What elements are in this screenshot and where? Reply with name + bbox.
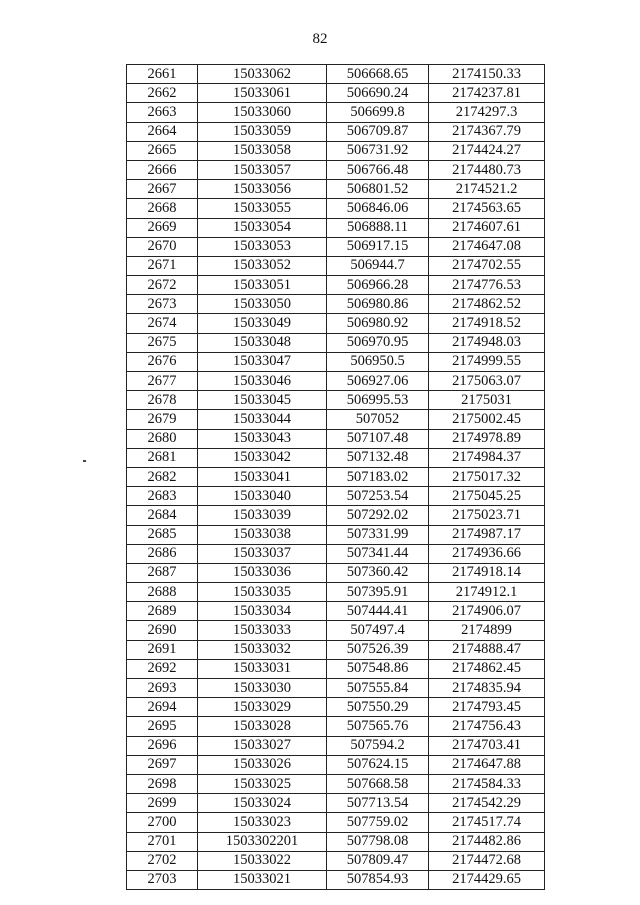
table-row <box>127 794 545 813</box>
x-coordinate-cell: 506944.7 <box>327 256 429 275</box>
point-id-cell: 15033032 <box>198 640 327 659</box>
row-number-cell: 2688 <box>127 583 198 602</box>
stray-mark <box>83 460 86 462</box>
x-coordinate-cell: 506917.15 <box>327 237 429 256</box>
y-coordinate-cell: 2174237.81 <box>429 84 545 103</box>
point-id-cell: 15033056 <box>198 180 327 199</box>
x-coordinate-cell: 507798.08 <box>327 832 429 851</box>
point-id-cell: 15033023 <box>198 813 327 832</box>
x-coordinate-cell: 507555.84 <box>327 679 429 698</box>
y-coordinate-cell: 2174703.41 <box>429 736 545 755</box>
x-coordinate-cell: 507341.44 <box>327 544 429 563</box>
point-id-cell: 15033037 <box>198 544 327 563</box>
x-coordinate-cell: 507565.76 <box>327 717 429 736</box>
row-number-cell: 2671 <box>127 256 198 275</box>
point-id-cell: 15033028 <box>198 717 327 736</box>
row-number-cell: 2689 <box>127 602 198 621</box>
y-coordinate-cell: 2174906.07 <box>429 602 545 621</box>
y-coordinate-cell: 2175017.32 <box>429 467 545 486</box>
table-row <box>127 755 545 774</box>
table-row <box>127 525 545 544</box>
row-number-cell: 2687 <box>127 563 198 582</box>
point-id-cell: 15033058 <box>198 141 327 160</box>
y-coordinate-cell: 2174918.52 <box>429 314 545 333</box>
table-row <box>127 352 545 371</box>
table-row <box>127 467 545 486</box>
x-coordinate-cell: 507550.29 <box>327 698 429 717</box>
table-row <box>127 506 545 525</box>
y-coordinate-cell: 2174647.88 <box>429 755 545 774</box>
point-id-cell: 15033039 <box>198 506 327 525</box>
row-number-cell: 2679 <box>127 410 198 429</box>
y-coordinate-cell: 2174888.47 <box>429 640 545 659</box>
x-coordinate-cell: 507759.02 <box>327 813 429 832</box>
row-number-cell: 2698 <box>127 774 198 793</box>
table-row <box>127 410 545 429</box>
row-number-cell: 2678 <box>127 391 198 410</box>
y-coordinate-cell: 2174756.43 <box>429 717 545 736</box>
point-id-cell: 15033025 <box>198 774 327 793</box>
point-id-cell: 15033042 <box>198 448 327 467</box>
row-number-cell: 2667 <box>127 180 198 199</box>
y-coordinate-cell: 2175063.07 <box>429 372 545 391</box>
x-coordinate-cell: 506846.06 <box>327 199 429 218</box>
x-coordinate-cell: 506699.8 <box>327 103 429 122</box>
x-coordinate-cell: 507395.91 <box>327 583 429 602</box>
row-number-cell: 2692 <box>127 659 198 678</box>
x-coordinate-cell: 506766.48 <box>327 160 429 179</box>
row-number-cell: 2672 <box>127 276 198 295</box>
table-row <box>127 429 545 448</box>
x-coordinate-cell: 507854.93 <box>327 870 429 889</box>
row-number-cell: 2680 <box>127 429 198 448</box>
table-row <box>127 122 545 141</box>
x-coordinate-cell: 507183.02 <box>327 467 429 486</box>
table-row <box>127 372 545 391</box>
y-coordinate-cell: 2174987.17 <box>429 525 545 544</box>
row-number-cell: 2697 <box>127 755 198 774</box>
row-number-cell: 2699 <box>127 794 198 813</box>
point-id-cell: 15033029 <box>198 698 327 717</box>
row-number-cell: 2700 <box>127 813 198 832</box>
table-row <box>127 199 545 218</box>
x-coordinate-cell: 507132.48 <box>327 448 429 467</box>
y-coordinate-cell: 2174912.1 <box>429 583 545 602</box>
row-number-cell: 2684 <box>127 506 198 525</box>
point-id-cell: 15033054 <box>198 218 327 237</box>
y-coordinate-cell: 2174702.55 <box>429 256 545 275</box>
y-coordinate-cell: 2174948.03 <box>429 333 545 352</box>
row-number-cell: 2676 <box>127 352 198 371</box>
row-number-cell: 2702 <box>127 851 198 870</box>
row-number-cell: 2681 <box>127 448 198 467</box>
row-number-cell: 2686 <box>127 544 198 563</box>
point-id-cell: 15033057 <box>198 160 327 179</box>
table-row <box>127 84 545 103</box>
point-id-cell: 15033035 <box>198 583 327 602</box>
table-row <box>127 832 545 851</box>
table-row <box>127 141 545 160</box>
x-coordinate-cell: 507668.58 <box>327 774 429 793</box>
x-coordinate-cell: 506927.06 <box>327 372 429 391</box>
y-coordinate-cell: 2174584.33 <box>429 774 545 793</box>
y-coordinate-cell: 2174793.45 <box>429 698 545 717</box>
x-coordinate-cell: 506980.92 <box>327 314 429 333</box>
y-coordinate-cell: 2175002.45 <box>429 410 545 429</box>
y-coordinate-cell: 2174542.29 <box>429 794 545 813</box>
row-number-cell: 2682 <box>127 467 198 486</box>
table-row <box>127 640 545 659</box>
row-number-cell: 2690 <box>127 621 198 640</box>
table-row <box>127 448 545 467</box>
point-id-cell: 15033044 <box>198 410 327 429</box>
x-coordinate-cell: 506970.95 <box>327 333 429 352</box>
point-id-cell: 15033055 <box>198 199 327 218</box>
row-number-cell: 2685 <box>127 525 198 544</box>
coordinates-table <box>126 64 545 890</box>
table-row <box>127 659 545 678</box>
x-coordinate-cell: 506950.5 <box>327 352 429 371</box>
y-coordinate-cell: 2174150.33 <box>429 65 545 84</box>
row-number-cell: 2691 <box>127 640 198 659</box>
point-id-cell: 15033027 <box>198 736 327 755</box>
row-number-cell: 2694 <box>127 698 198 717</box>
x-coordinate-cell: 507713.54 <box>327 794 429 813</box>
point-id-cell: 15033036 <box>198 563 327 582</box>
y-coordinate-cell: 2174367.79 <box>429 122 545 141</box>
y-coordinate-cell: 2174563.65 <box>429 199 545 218</box>
point-id-cell: 15033041 <box>198 467 327 486</box>
point-id-cell: 15033021 <box>198 870 327 889</box>
table-row <box>127 736 545 755</box>
x-coordinate-cell: 507444.41 <box>327 602 429 621</box>
coordinates-table-body <box>127 65 545 890</box>
x-coordinate-cell: 506995.53 <box>327 391 429 410</box>
row-number-cell: 2683 <box>127 487 198 506</box>
x-coordinate-cell: 507624.15 <box>327 755 429 774</box>
y-coordinate-cell: 2174429.65 <box>429 870 545 889</box>
row-number-cell: 2703 <box>127 870 198 889</box>
point-id-cell: 1503302201 <box>198 832 327 851</box>
point-id-cell: 15033024 <box>198 794 327 813</box>
table-row <box>127 774 545 793</box>
table-row <box>127 544 545 563</box>
row-number-cell: 2668 <box>127 199 198 218</box>
point-id-cell: 15033040 <box>198 487 327 506</box>
row-number-cell: 2670 <box>127 237 198 256</box>
table-row <box>127 314 545 333</box>
y-coordinate-cell: 2174835.94 <box>429 679 545 698</box>
row-number-cell: 2662 <box>127 84 198 103</box>
x-coordinate-cell: 507548.86 <box>327 659 429 678</box>
point-id-cell: 15033050 <box>198 295 327 314</box>
y-coordinate-cell: 2175031 <box>429 391 545 410</box>
table-row <box>127 583 545 602</box>
point-id-cell: 15033052 <box>198 256 327 275</box>
table-row <box>127 851 545 870</box>
table-row <box>127 563 545 582</box>
y-coordinate-cell: 2174978.89 <box>429 429 545 448</box>
row-number-cell: 2674 <box>127 314 198 333</box>
row-number-cell: 2693 <box>127 679 198 698</box>
y-coordinate-cell: 2174521.2 <box>429 180 545 199</box>
x-coordinate-cell: 507253.54 <box>327 487 429 506</box>
y-coordinate-cell: 2174480.73 <box>429 160 545 179</box>
x-coordinate-cell: 506668.65 <box>327 65 429 84</box>
point-id-cell: 15033061 <box>198 84 327 103</box>
table-row <box>127 602 545 621</box>
point-id-cell: 15033030 <box>198 679 327 698</box>
table-row <box>127 333 545 352</box>
y-coordinate-cell: 2174999.55 <box>429 352 545 371</box>
y-coordinate-cell: 2174482.86 <box>429 832 545 851</box>
point-id-cell: 15033046 <box>198 372 327 391</box>
x-coordinate-cell: 506801.52 <box>327 180 429 199</box>
y-coordinate-cell: 2174647.08 <box>429 237 545 256</box>
table-row <box>127 487 545 506</box>
point-id-cell: 15033045 <box>198 391 327 410</box>
table-row <box>127 103 545 122</box>
point-id-cell: 15033051 <box>198 276 327 295</box>
row-number-cell: 2695 <box>127 717 198 736</box>
row-number-cell: 2696 <box>127 736 198 755</box>
row-number-cell: 2677 <box>127 372 198 391</box>
point-id-cell: 15033031 <box>198 659 327 678</box>
y-coordinate-cell: 2174862.45 <box>429 659 545 678</box>
page-number: 82 <box>312 31 328 47</box>
x-coordinate-cell: 507292.02 <box>327 506 429 525</box>
table-row <box>127 218 545 237</box>
point-id-cell: 15033059 <box>198 122 327 141</box>
y-coordinate-cell: 2174862.52 <box>429 295 545 314</box>
y-coordinate-cell: 2174776.53 <box>429 276 545 295</box>
table-row <box>127 160 545 179</box>
row-number-cell: 2664 <box>127 122 198 141</box>
table-row <box>127 813 545 832</box>
point-id-cell: 15033049 <box>198 314 327 333</box>
x-coordinate-cell: 506731.92 <box>327 141 429 160</box>
row-number-cell: 2673 <box>127 295 198 314</box>
table-row <box>127 180 545 199</box>
row-number-cell: 2665 <box>127 141 198 160</box>
table-row <box>127 276 545 295</box>
x-coordinate-cell: 506980.86 <box>327 295 429 314</box>
row-number-cell: 2669 <box>127 218 198 237</box>
x-coordinate-cell: 507497.4 <box>327 621 429 640</box>
table-row <box>127 621 545 640</box>
x-coordinate-cell: 507594.2 <box>327 736 429 755</box>
x-coordinate-cell: 507107.48 <box>327 429 429 448</box>
x-coordinate-cell: 506709.87 <box>327 122 429 141</box>
point-id-cell: 15033022 <box>198 851 327 870</box>
y-coordinate-cell: 2174936.66 <box>429 544 545 563</box>
point-id-cell: 15033060 <box>198 103 327 122</box>
point-id-cell: 15033053 <box>198 237 327 256</box>
row-number-cell: 2666 <box>127 160 198 179</box>
y-coordinate-cell: 2174517.74 <box>429 813 545 832</box>
table-row <box>127 295 545 314</box>
table-row <box>127 698 545 717</box>
table-row <box>127 717 545 736</box>
y-coordinate-cell: 2174424.27 <box>429 141 545 160</box>
y-coordinate-cell: 2174899 <box>429 621 545 640</box>
x-coordinate-cell: 506888.11 <box>327 218 429 237</box>
table-row <box>127 256 545 275</box>
y-coordinate-cell: 2174918.14 <box>429 563 545 582</box>
x-coordinate-cell: 506966.28 <box>327 276 429 295</box>
x-coordinate-cell: 506690.24 <box>327 84 429 103</box>
x-coordinate-cell: 507809.47 <box>327 851 429 870</box>
y-coordinate-cell: 2174297.3 <box>429 103 545 122</box>
point-id-cell: 15033034 <box>198 602 327 621</box>
point-id-cell: 15033026 <box>198 755 327 774</box>
x-coordinate-cell: 507052 <box>327 410 429 429</box>
point-id-cell: 15033047 <box>198 352 327 371</box>
table-row <box>127 870 545 889</box>
point-id-cell: 15033033 <box>198 621 327 640</box>
table-row <box>127 237 545 256</box>
y-coordinate-cell: 2174472.68 <box>429 851 545 870</box>
table-row <box>127 391 545 410</box>
row-number-cell: 2675 <box>127 333 198 352</box>
point-id-cell: 15033038 <box>198 525 327 544</box>
point-id-cell: 15033043 <box>198 429 327 448</box>
y-coordinate-cell: 2174984.37 <box>429 448 545 467</box>
row-number-cell: 2663 <box>127 103 198 122</box>
row-number-cell: 2661 <box>127 65 198 84</box>
x-coordinate-cell: 507526.39 <box>327 640 429 659</box>
table-row <box>127 679 545 698</box>
y-coordinate-cell: 2175045.25 <box>429 487 545 506</box>
table-row <box>127 65 545 84</box>
x-coordinate-cell: 507360.42 <box>327 563 429 582</box>
row-number-cell: 2701 <box>127 832 198 851</box>
y-coordinate-cell: 2175023.71 <box>429 506 545 525</box>
x-coordinate-cell: 507331.99 <box>327 525 429 544</box>
point-id-cell: 15033048 <box>198 333 327 352</box>
point-id-cell: 15033062 <box>198 65 327 84</box>
y-coordinate-cell: 2174607.61 <box>429 218 545 237</box>
